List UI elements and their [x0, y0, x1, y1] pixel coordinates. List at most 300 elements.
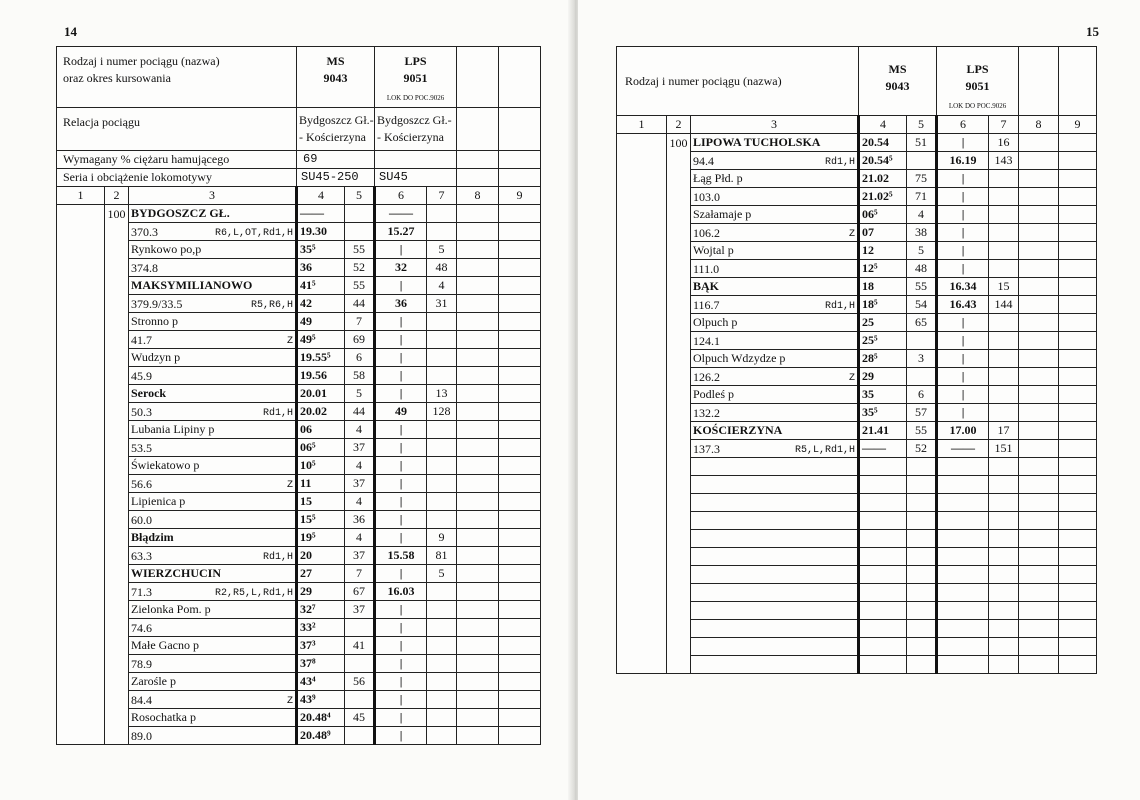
- cell-ms1: ——: [297, 205, 345, 223]
- cell-t7a: 5: [427, 565, 457, 583]
- cell-t5a: 4: [345, 529, 375, 547]
- cell-lps1: |: [375, 529, 427, 547]
- cell-ms1: 21.02: [859, 170, 907, 188]
- col-number: 7: [427, 187, 457, 205]
- station-km: 116.7: [693, 298, 720, 312]
- station-km-cell: [129, 475, 297, 493]
- lps-relation-line2: - Kościerzyna: [377, 130, 444, 144]
- cell-lps2: |: [375, 439, 427, 457]
- station-name: Łąg Płd. p: [691, 170, 859, 188]
- station-km: 126.2: [693, 370, 720, 384]
- station-name: Olpuch p: [691, 314, 859, 332]
- cell-t7a: [427, 205, 457, 223]
- empty-col8-relation: [457, 108, 499, 151]
- station-km-cell: [129, 727, 297, 745]
- station-annotation: Z: [849, 229, 856, 240]
- station-annotation: R2,R5,L,Rd1,H: [215, 588, 294, 599]
- cell-t7b: [427, 439, 457, 457]
- cell-t7a: [427, 601, 457, 619]
- cell-ms2: 12⁵: [859, 260, 907, 278]
- empty-col9-relation: [499, 108, 541, 151]
- station-km: 374.8: [131, 261, 158, 275]
- cell-ms1: 12: [859, 242, 907, 260]
- cell-t5a: 55: [907, 278, 937, 296]
- timetable-right: [616, 46, 1097, 674]
- cell-t5b: 52: [345, 259, 375, 277]
- cell-t5a: 45: [345, 709, 375, 727]
- station-name: Olpuch Wdzydze p: [691, 350, 859, 368]
- cell-ms2: 37⁸: [297, 655, 345, 673]
- ms-relation-line2: - Kościerzyna: [299, 130, 366, 144]
- cell-t5a: 7: [345, 313, 375, 331]
- cell-ms1: 35⁵: [297, 241, 345, 259]
- cell-t5b: [345, 691, 375, 709]
- ms-brake: 69: [297, 151, 375, 169]
- cell-t7b: [427, 367, 457, 385]
- cell-ms1: 32⁷: [297, 601, 345, 619]
- station-name: Błądzim: [129, 529, 297, 547]
- station-name: Lipienica p: [129, 493, 297, 511]
- station-km: 74.6: [131, 621, 152, 635]
- station-km: 63.3: [131, 549, 152, 563]
- station-km-row: [57, 439, 541, 457]
- cell-lps1: |: [375, 277, 427, 295]
- cell-t7a: [427, 493, 457, 511]
- cell-ms1: 06⁵: [859, 206, 907, 224]
- cell-ms2: 18⁵: [859, 296, 907, 314]
- station-name: Lubania Lipiny p: [129, 421, 297, 439]
- station-row: [57, 277, 541, 295]
- cell-t7a: 9: [427, 529, 457, 547]
- cell-lps1: |: [937, 134, 989, 152]
- cell-lps2: |: [375, 367, 427, 385]
- column-number-row: [617, 116, 1097, 134]
- brake-label: Wymagany % ciężaru hamującego: [57, 151, 297, 169]
- lps-train-header: [375, 47, 457, 108]
- station-annotation: Rd1,H: [825, 301, 856, 312]
- cell-t5b: [907, 368, 937, 386]
- cell-ms2: 06⁵: [297, 439, 345, 457]
- line-number: 100: [667, 134, 691, 674]
- cell-t5a: 4: [345, 457, 375, 475]
- station-row: [617, 134, 1097, 152]
- station-annotation: Z: [287, 336, 294, 347]
- cell-lps1: |: [937, 242, 989, 260]
- cell-t5b: [345, 727, 375, 745]
- station-km: 132.2: [693, 406, 720, 420]
- cell-lps1: |: [375, 709, 427, 727]
- station-annotation: Z: [849, 373, 856, 384]
- col-number: 5: [907, 116, 937, 134]
- cell-ms1: 20.48⁴: [297, 709, 345, 727]
- cell-t5a: 75: [907, 170, 937, 188]
- cell-ms2: 19.30: [297, 223, 345, 241]
- cell-t7b: 151: [989, 440, 1019, 458]
- lps-train-header-right: [937, 47, 1019, 116]
- cell-t7a: [427, 457, 457, 475]
- cell-lps1: |: [375, 241, 427, 259]
- cell-lps2: |: [937, 404, 989, 422]
- station-name: Świekatowo p: [129, 457, 297, 475]
- station-name: MAKSYMILIANOWO: [129, 277, 297, 295]
- cell-lps2: |: [375, 331, 427, 349]
- station-km-row: [57, 223, 541, 241]
- col-number: 8: [457, 187, 499, 205]
- cell-t5b: 37: [345, 439, 375, 457]
- cell-ms1: 35: [859, 386, 907, 404]
- cell-t7b: [427, 475, 457, 493]
- cell-ms2: 29: [859, 368, 907, 386]
- ms-train-header: [297, 47, 375, 108]
- station-km: 60.0: [131, 513, 152, 527]
- col-number: 6: [375, 187, 427, 205]
- station-km-cell: [129, 439, 297, 457]
- station-row: [57, 421, 541, 439]
- cell-t5b: 44: [345, 403, 375, 421]
- cell-t5b: 69: [345, 331, 375, 349]
- cell-t7a: [989, 386, 1019, 404]
- lps-note: LOK DO POC.9026: [948, 102, 1007, 110]
- station-km: 56.6: [131, 477, 152, 491]
- station-km: 50.3: [131, 405, 152, 419]
- cell-lps2: |: [375, 727, 427, 745]
- col-number: 3: [129, 187, 297, 205]
- station-km-cell: [129, 547, 297, 565]
- station-annotation: R5,L,Rd1,H: [795, 445, 856, 456]
- station-km-cell: [129, 223, 297, 241]
- station-row: [57, 601, 541, 619]
- station-km-cell: [129, 511, 297, 529]
- station-km-row: [57, 691, 541, 709]
- station-km-cell: [129, 295, 297, 313]
- station-km-cell: [691, 332, 859, 350]
- station-row: [57, 457, 541, 475]
- cell-ms2: 07: [859, 224, 907, 242]
- cell-ms2: 35⁵: [859, 404, 907, 422]
- lps-loco: SU45: [375, 169, 457, 187]
- cell-t7b: 48: [427, 259, 457, 277]
- cell-ms2: 20.48⁹: [297, 727, 345, 745]
- cell-t7b: [427, 619, 457, 637]
- station-name: BĄK: [691, 278, 859, 296]
- cell-t7a: [427, 349, 457, 367]
- col-number: 6: [937, 116, 989, 134]
- station-km-cell: [129, 367, 297, 385]
- col1-cell: [617, 134, 667, 674]
- station-km-row: [57, 259, 541, 277]
- empty-col9-header: [499, 47, 541, 108]
- cell-ms2: 29: [297, 583, 345, 601]
- station-km: 370.3: [131, 225, 158, 239]
- station-km: 89.0: [131, 729, 152, 743]
- station-km: 111.0: [693, 262, 720, 276]
- cell-ms2: 20.54⁵: [859, 152, 907, 170]
- cell-t7b: 128: [427, 403, 457, 421]
- cell-ms2: 25⁵: [859, 332, 907, 350]
- lps-type: LPS: [404, 54, 427, 68]
- cell-t5a: 56: [345, 673, 375, 691]
- cell-ms2: 20: [297, 547, 345, 565]
- cell-ms2: 20.02: [297, 403, 345, 421]
- col-number: 4: [859, 116, 907, 134]
- ms-loco: SU45-250: [297, 169, 375, 187]
- cell-lps1: |: [937, 170, 989, 188]
- cell-t7a: 15: [989, 278, 1019, 296]
- col-number: 1: [57, 187, 105, 205]
- station-annotation: Rd1,H: [825, 157, 856, 168]
- cell-t7a: [427, 673, 457, 691]
- cell-t7b: [989, 224, 1019, 242]
- station-name: Serock: [129, 385, 297, 403]
- cell-ms1: 28⁵: [859, 350, 907, 368]
- cell-t7a: [989, 170, 1019, 188]
- cell-lps1: |: [375, 421, 427, 439]
- cell-ms1: 20.01: [297, 385, 345, 403]
- station-name: Stronno p: [129, 313, 297, 331]
- station-row: [57, 709, 541, 727]
- station-km-row: [57, 547, 541, 565]
- cell-t5a: 6: [345, 349, 375, 367]
- station-km-cell: [129, 259, 297, 277]
- cell-t7a: 4: [427, 277, 457, 295]
- timetable-left: [56, 46, 541, 745]
- station-km: 103.0: [693, 190, 720, 204]
- ms-train-header-right: [859, 47, 937, 116]
- cell-lps1: 16.34: [937, 278, 989, 296]
- cell-lps1: ——: [375, 205, 427, 223]
- cell-lps1: |: [937, 314, 989, 332]
- cell-ms2: 15⁵: [297, 511, 345, 529]
- cell-lps2: 15.27: [375, 223, 427, 241]
- cell-t7b: [427, 223, 457, 241]
- cell-t5a: 4: [345, 493, 375, 511]
- cell-lps1: 17.00: [937, 422, 989, 440]
- cell-ms1: 41⁵: [297, 277, 345, 295]
- cell-t5a: 4: [345, 421, 375, 439]
- train-label-line1: Rodzaj i numer pociągu (nazwa): [63, 54, 220, 68]
- cell-ms1: 19.55⁵: [297, 349, 345, 367]
- page-number-right: 15: [1086, 24, 1099, 39]
- cell-lps2: 32: [375, 259, 427, 277]
- cell-lps2: ——: [937, 440, 989, 458]
- station-row: [57, 385, 541, 403]
- station-name: WIERZCHUCIN: [129, 565, 297, 583]
- cell-lps2: |: [937, 260, 989, 278]
- col-number: 1: [617, 116, 667, 134]
- cell-t7b: [989, 404, 1019, 422]
- cell-t7b: [427, 583, 457, 601]
- lps-note: LOK DO POC.9026: [386, 94, 445, 102]
- cell-lps2: 15.58: [375, 547, 427, 565]
- cell-t5a: 5: [907, 242, 937, 260]
- cell-t5a: 5: [345, 385, 375, 403]
- cell-lps1: |: [375, 313, 427, 331]
- station-km: 71.3: [131, 585, 152, 599]
- station-km: 124.1: [693, 334, 720, 348]
- cell-t5b: [345, 619, 375, 637]
- station-km-row: [57, 511, 541, 529]
- station-name: Zarośle p: [129, 673, 297, 691]
- station-km-row: [57, 331, 541, 349]
- cell-lps2: 16.43: [937, 296, 989, 314]
- station-km-cell: [691, 152, 859, 170]
- cell-t7b: 31: [427, 295, 457, 313]
- cell-t7a: [989, 206, 1019, 224]
- cell-t7b: 81: [427, 547, 457, 565]
- cell-t7b: [989, 368, 1019, 386]
- cell-lps2: |: [375, 655, 427, 673]
- station-row: [57, 565, 541, 583]
- cell-t5b: 37: [345, 475, 375, 493]
- cell-t5a: 3: [907, 350, 937, 368]
- station-km-row: [57, 475, 541, 493]
- station-km: 137.3: [693, 442, 720, 456]
- station-km-cell: [129, 619, 297, 637]
- station-row: [57, 205, 541, 223]
- station-name: Wojtal p: [691, 242, 859, 260]
- cell-lps2: |: [937, 224, 989, 242]
- cell-t7a: [427, 637, 457, 655]
- cell-lps1: |: [937, 206, 989, 224]
- station-km-cell: [691, 224, 859, 242]
- station-annotation: Z: [287, 480, 294, 491]
- cell-lps2: 36: [375, 295, 427, 313]
- cell-t5b: 71: [907, 188, 937, 206]
- station-km-cell: [129, 403, 297, 421]
- cell-ms2: 19.56: [297, 367, 345, 385]
- cell-ms2: 33²: [297, 619, 345, 637]
- cell-lps1: |: [375, 637, 427, 655]
- cell-ms1: 19⁵: [297, 529, 345, 547]
- station-row: [57, 493, 541, 511]
- cell-t5b: 54: [907, 296, 937, 314]
- cell-t5b: [345, 655, 375, 673]
- station-km-cell: [129, 331, 297, 349]
- cell-ms1: 10⁵: [297, 457, 345, 475]
- cell-ms2: 36: [297, 259, 345, 277]
- station-km: 106.2: [693, 226, 720, 240]
- station-name: Szałamaje p: [691, 206, 859, 224]
- cell-t5b: [907, 332, 937, 350]
- station-km-row: [57, 367, 541, 385]
- station-annotation: Z: [287, 696, 294, 707]
- cell-t7a: 16: [989, 134, 1019, 152]
- cell-t5a: 37: [345, 601, 375, 619]
- station-km-cell: [129, 655, 297, 673]
- cell-ms1: 49: [297, 313, 345, 331]
- lps-number: 9051: [403, 71, 428, 85]
- cell-lps2: |: [375, 691, 427, 709]
- cell-t7b: 144: [989, 296, 1019, 314]
- station-km-cell: [691, 440, 859, 458]
- station-name: Zielonka Pom. p: [129, 601, 297, 619]
- cell-t7b: [989, 332, 1019, 350]
- cell-t5b: [907, 152, 937, 170]
- cell-ms1: 43⁴: [297, 673, 345, 691]
- station-km-row: [57, 727, 541, 745]
- cell-t7b: [427, 655, 457, 673]
- cell-t5a: 55: [345, 241, 375, 259]
- station-row: [57, 313, 541, 331]
- station-row: [57, 673, 541, 691]
- station-row: [57, 349, 541, 367]
- station-km: 45.9: [131, 369, 152, 383]
- station-km-cell: [691, 296, 859, 314]
- station-km: 53.5: [131, 441, 152, 455]
- cell-t5b: 58: [345, 367, 375, 385]
- cell-ms1: 21.41: [859, 422, 907, 440]
- cell-lps2: 16.03: [375, 583, 427, 601]
- cell-ms1: 20.54: [859, 134, 907, 152]
- station-km-row: [57, 295, 541, 313]
- station-km-row: [57, 655, 541, 673]
- cell-t5a: 7: [345, 565, 375, 583]
- col-number: 8: [1019, 116, 1059, 134]
- cell-t5b: 52: [907, 440, 937, 458]
- cell-t7a: [427, 709, 457, 727]
- station-row: [57, 529, 541, 547]
- cell-lps1: |: [375, 601, 427, 619]
- cell-t7a: [427, 421, 457, 439]
- cell-ms2: ——: [859, 440, 907, 458]
- station-name: Rynkowo po,p: [129, 241, 297, 259]
- cell-lps2: |: [375, 619, 427, 637]
- station-km: 41.7: [131, 333, 152, 347]
- lps-type: LPS: [966, 62, 989, 76]
- cell-t7b: [427, 727, 457, 745]
- cell-lps1: |: [375, 565, 427, 583]
- cell-lps1: |: [375, 457, 427, 475]
- ms-relation-line1: Bydgoszcz Gł.-: [299, 113, 374, 127]
- cell-t5a: 65: [907, 314, 937, 332]
- relation-label: Relacja pociągu: [57, 108, 297, 151]
- station-km: 78.9: [131, 657, 152, 671]
- station-km-cell: [129, 691, 297, 709]
- cell-t7b: [989, 188, 1019, 206]
- right-page: [578, 0, 1140, 800]
- cell-lps2: |: [375, 475, 427, 493]
- ms-relation: [297, 108, 375, 151]
- cell-t5a: 55: [907, 422, 937, 440]
- cell-lps2: 16.19: [937, 152, 989, 170]
- cell-t7a: [989, 314, 1019, 332]
- ms-type: MS: [888, 62, 907, 76]
- col-number: 7: [989, 116, 1019, 134]
- cell-t7a: [989, 350, 1019, 368]
- station-name: Wudzyn p: [129, 349, 297, 367]
- station-annotation: Rd1,H: [263, 408, 294, 419]
- cell-t5b: 67: [345, 583, 375, 601]
- cell-t7b: [989, 260, 1019, 278]
- station-name: Rosochatka p: [129, 709, 297, 727]
- lps-brake: [375, 151, 457, 169]
- station-km-row: [57, 619, 541, 637]
- line-number: 100: [105, 205, 129, 745]
- cell-t7b: [427, 331, 457, 349]
- cell-lps1: |: [937, 386, 989, 404]
- col-number: 2: [667, 116, 691, 134]
- ms-number: 9043: [885, 79, 910, 93]
- column-number-row: [57, 187, 541, 205]
- cell-t7a: 13: [427, 385, 457, 403]
- cell-t5a: 41: [345, 637, 375, 655]
- page-number-left: 14: [64, 24, 77, 39]
- empty-col8-header: [457, 47, 499, 108]
- station-km-cell: [691, 260, 859, 278]
- ms-number: 9043: [323, 71, 348, 85]
- cell-t7a: 17: [989, 422, 1019, 440]
- station-name: LIPOWA TUCHOLSKA: [691, 134, 859, 152]
